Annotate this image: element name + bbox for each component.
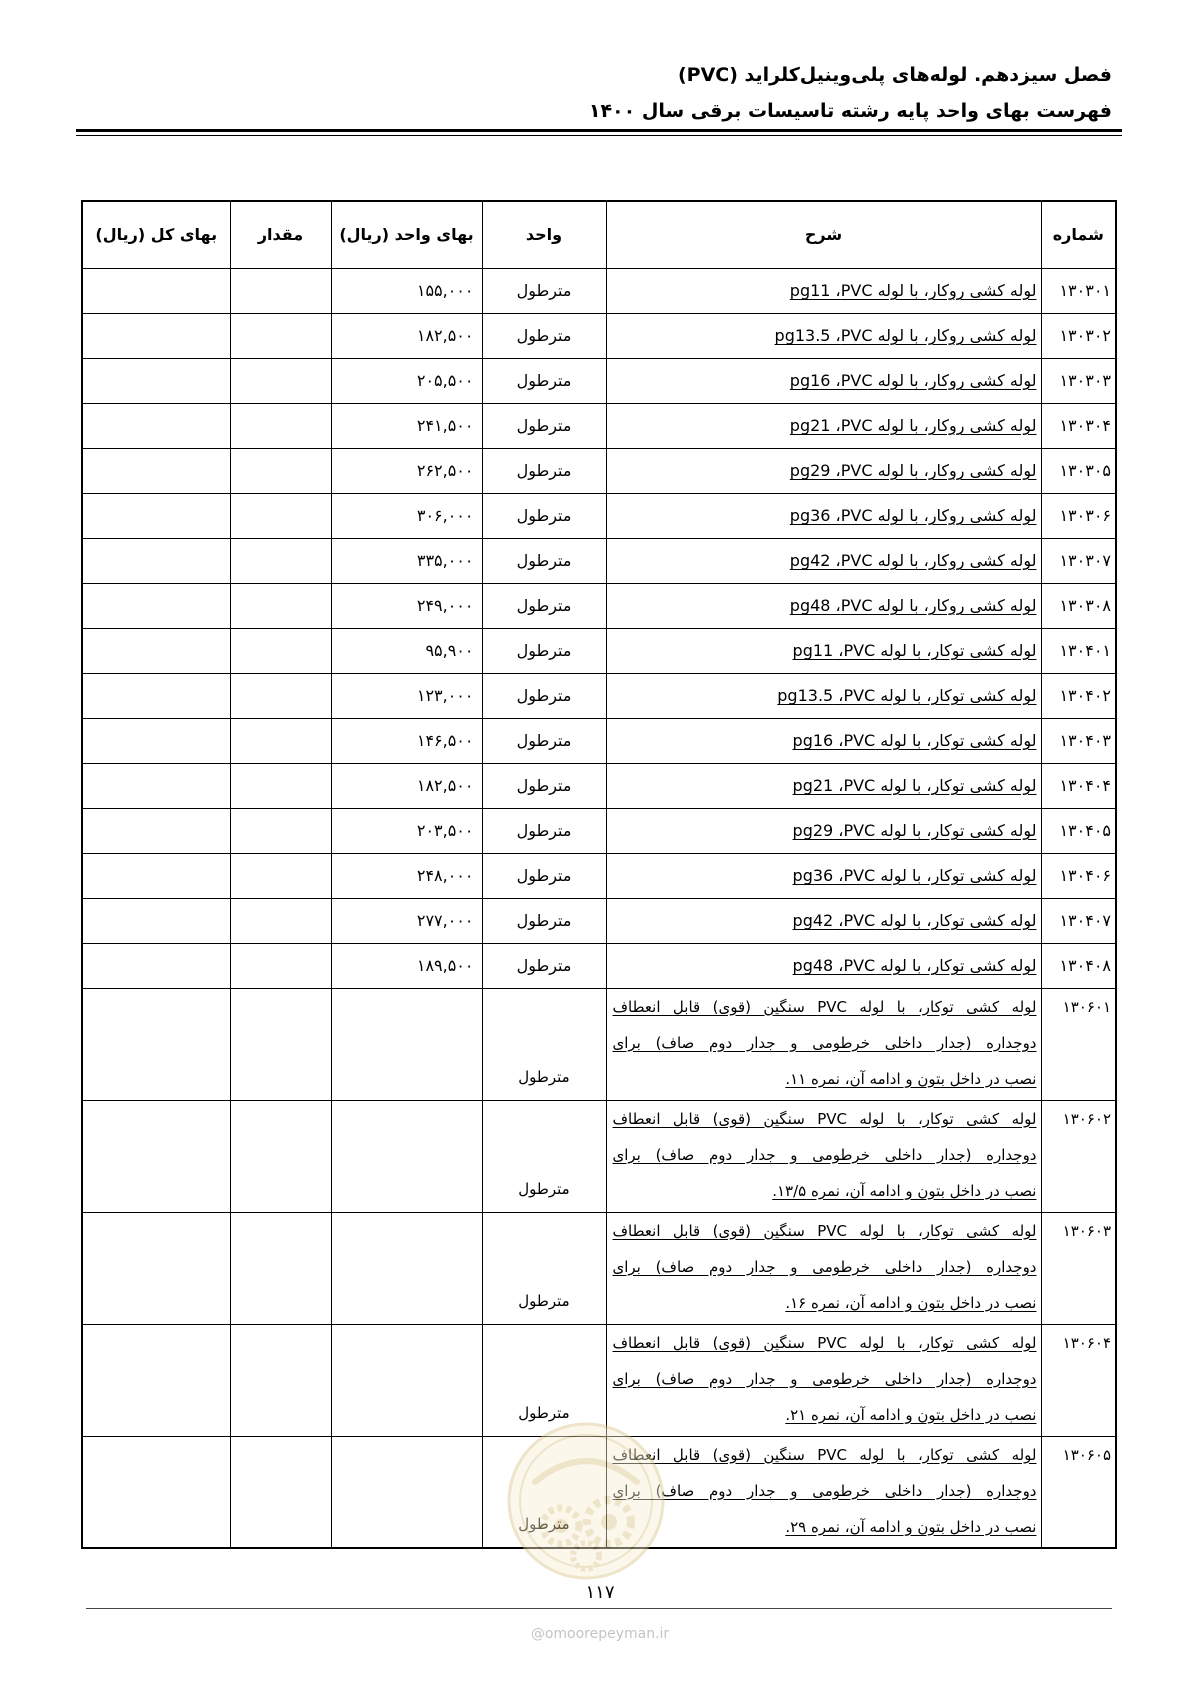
table-row (82, 268, 1116, 313)
item-code-cell (1041, 1436, 1116, 1548)
item-total-price-cell (82, 493, 230, 538)
item-code: ۱۳۰۴۰۸ (1059, 956, 1111, 975)
item-description: لوله کشی توکار، با لوله PVC،‏ pg11 (792, 641, 1037, 660)
item-unit-price-cell (331, 1324, 482, 1436)
item-code: ۱۳۰۴۰۵ (1059, 821, 1111, 840)
item-unit-price: ۱۸۲,۵۰۰ (416, 326, 474, 345)
item-description: لوله کشی توکار، با لوله PVC،‏ pg42 (792, 911, 1037, 930)
item-code: ۱۳۰۶۰۱ (1062, 997, 1111, 1016)
item-quantity-cell (230, 493, 331, 538)
item-unit-price-cell (331, 403, 482, 448)
price-list-title: فهرست بهای واحد پایه رشته تاسیسات برقی سال ۱۴۰۰ (588, 100, 1112, 122)
item-unit-price-cell (331, 1100, 482, 1212)
item-unit-cell (482, 853, 606, 898)
item-quantity-cell (230, 628, 331, 673)
item-unit: مترطول (516, 641, 572, 660)
item-unit-price-cell (331, 718, 482, 763)
item-quantity-cell (230, 763, 331, 808)
item-code-cell (1041, 628, 1116, 673)
footer-divider (86, 1608, 1112, 1609)
item-unit-price: ۲۶۲,۵۰۰ (416, 461, 474, 480)
item-code: ۱۳۰۴۰۲ (1059, 686, 1111, 705)
item-code: ۱۳۰۳۰۷ (1059, 551, 1111, 570)
item-description-line: لوله کشی توکار، با لوله PVC سنگین (قوی) قابل انعطاف (612, 1109, 1037, 1128)
item-code: ۱۳۰۶۰۳ (1062, 1221, 1111, 1240)
item-unit-cell (482, 898, 606, 943)
item-total-price-cell (82, 808, 230, 853)
item-total-price-cell (82, 628, 230, 673)
item-unit-price-cell (331, 673, 482, 718)
item-unit: مترطول (518, 1179, 570, 1198)
item-unit-price-cell (331, 448, 482, 493)
item-total-price-cell (82, 943, 230, 988)
item-unit-price: ۱۸۲,۵۰۰ (416, 776, 474, 795)
item-quantity-cell (230, 313, 331, 358)
item-unit: مترطول (516, 281, 572, 300)
item-unit-price: ۳۰۶,۰۰۰ (416, 506, 474, 525)
item-code: ۱۳۰۳۰۲ (1059, 326, 1111, 345)
item-code-cell (1041, 403, 1116, 448)
price-table (81, 200, 1117, 1549)
item-code: ۱۳۰۴۰۷ (1059, 911, 1111, 930)
table-row (82, 808, 1116, 853)
table-row (82, 358, 1116, 403)
item-code: ۱۳۰۳۰۶ (1059, 506, 1111, 525)
item-unit: مترطول (516, 776, 572, 795)
item-code: ۱۳۰۴۰۶ (1059, 866, 1111, 885)
item-description-cell (606, 313, 1041, 358)
item-code-cell (1041, 493, 1116, 538)
item-unit: مترطول (516, 461, 572, 480)
item-description-line: دوجداره (جدار داخلی خرطومی و جدار دوم صاف) برای (612, 1369, 1037, 1388)
item-description: لوله کشی توکار، با لوله PVC،‏ pg48 (792, 956, 1037, 975)
item-unit-price: ۱۸۹,۵۰۰ (416, 956, 474, 975)
item-quantity-cell (230, 403, 331, 448)
item-description-line: دوجداره (جدار داخلی خرطومی و جدار دوم صاف) برای (612, 1257, 1037, 1276)
item-unit-cell (482, 808, 606, 853)
item-quantity-cell (230, 898, 331, 943)
item-description-line: نصب در داخل بتون و ادامه آن، نمره ۱۳/۵. (772, 1181, 1037, 1200)
item-description-cell (606, 403, 1041, 448)
item-unit: مترطول (516, 596, 572, 615)
item-description: لوله کشی روکار، با لوله PVC،‏ pg29 (789, 461, 1037, 480)
item-description: لوله کشی روکار، با لوله PVC،‏ pg16 (789, 371, 1037, 390)
item-unit-cell (482, 943, 606, 988)
item-quantity-cell (230, 583, 331, 628)
item-unit-cell (482, 538, 606, 583)
item-total-price-cell (82, 988, 230, 1100)
item-quantity-cell (230, 1436, 331, 1548)
item-total-price-cell (82, 1436, 230, 1548)
item-unit-cell (482, 1212, 606, 1324)
table-row (82, 538, 1116, 583)
item-code-cell (1041, 1212, 1116, 1324)
item-unit: مترطول (518, 1291, 570, 1310)
item-unit: مترطول (516, 866, 572, 885)
item-unit: مترطول (516, 821, 572, 840)
item-description-cell (606, 853, 1041, 898)
item-unit-price: ۲۷۷,۰۰۰ (416, 911, 474, 930)
column-header-unit: واحد (482, 201, 606, 268)
item-code: ۱۳۰۶۰۲ (1062, 1109, 1111, 1128)
table-row (82, 493, 1116, 538)
item-unit: مترطول (518, 1403, 570, 1422)
item-code: ۱۳۰۳۰۱ (1059, 281, 1111, 300)
item-unit-cell (482, 1324, 606, 1436)
table-row (82, 628, 1116, 673)
page-number: ۱۱۷ (585, 1582, 615, 1603)
item-quantity-cell (230, 988, 331, 1100)
item-unit: مترطول (516, 956, 572, 975)
item-description: لوله کشی توکار، با لوله PVC،‏ pg29 (792, 821, 1037, 840)
item-description-cell (606, 898, 1041, 943)
table-row (82, 763, 1116, 808)
item-total-price-cell (82, 898, 230, 943)
item-description-cell (606, 1100, 1041, 1212)
item-code-cell (1041, 268, 1116, 313)
item-quantity-cell (230, 538, 331, 583)
item-quantity-cell (230, 358, 331, 403)
item-unit-price-cell (331, 943, 482, 988)
header-divider-thick (76, 129, 1122, 132)
table-row (82, 448, 1116, 493)
item-unit-price-cell (331, 763, 482, 808)
item-unit-price: ۹۵,۹۰۰ (425, 641, 474, 660)
item-unit-cell (482, 988, 606, 1100)
item-description-cell (606, 1324, 1041, 1436)
item-unit-price-cell (331, 1212, 482, 1324)
table-row (82, 898, 1116, 943)
item-unit-cell (482, 718, 606, 763)
item-description-line: لوله کشی توکار، با لوله PVC سنگین (قوی) قابل انعطاف (612, 1333, 1037, 1352)
item-quantity-cell (230, 943, 331, 988)
header-divider-thin (76, 135, 1122, 136)
item-description-cell (606, 763, 1041, 808)
item-unit-cell (482, 268, 606, 313)
item-unit-cell (482, 628, 606, 673)
item-unit: مترطول (516, 371, 572, 390)
item-description-cell (606, 493, 1041, 538)
item-unit-price-cell (331, 1436, 482, 1548)
table-row (82, 718, 1116, 763)
item-code-cell (1041, 1324, 1116, 1436)
item-code: ۱۳۰۳۰۳ (1059, 371, 1111, 390)
item-description-line: دوجداره (جدار داخلی خرطومی و جدار دوم صاف) برای (612, 1033, 1037, 1052)
item-unit-cell (482, 448, 606, 493)
table-row (82, 313, 1116, 358)
item-description: لوله کشی توکار، با لوله PVC،‏ pg36 (792, 866, 1037, 885)
watermark-text: @omoorepeyman.ir (530, 1626, 670, 1642)
item-quantity-cell (230, 1324, 331, 1436)
item-description-line: نصب در داخل بتون و ادامه آن، نمره ۱۶. (785, 1293, 1037, 1312)
item-unit: مترطول (516, 686, 572, 705)
item-description-cell (606, 538, 1041, 583)
item-description-line: لوله کشی توکار، با لوله PVC سنگین (قوی) قابل انعطاف (612, 1445, 1037, 1464)
item-total-price-cell (82, 358, 230, 403)
item-code-cell (1041, 448, 1116, 493)
item-description: لوله کشی روکار، با لوله PVC،‏ pg42 (789, 551, 1037, 570)
table-row (82, 1436, 1116, 1548)
item-unit-price: ۲۰۳,۵۰۰ (416, 821, 474, 840)
item-code: ۱۳۰۶۰۵ (1062, 1445, 1111, 1464)
column-header-unit-price: بهای واحد (ریال) (331, 201, 482, 268)
item-unit-price-cell (331, 268, 482, 313)
item-description: لوله کشی توکار، با لوله PVC،‏ pg16 (792, 731, 1037, 750)
item-total-price-cell (82, 538, 230, 583)
item-description: لوله کشی روکار، با لوله PVC،‏ pg21 (789, 416, 1037, 435)
column-header-total-price: بهای کل (ریال) (82, 201, 230, 268)
table-row (82, 673, 1116, 718)
item-description: لوله کشی روکار، با لوله PVC،‏ pg48 (789, 596, 1037, 615)
item-unit: مترطول (516, 506, 572, 525)
item-unit-cell (482, 1436, 606, 1548)
item-code-cell (1041, 1100, 1116, 1212)
item-quantity-cell (230, 718, 331, 763)
table-row (82, 583, 1116, 628)
item-unit-price: ۳۳۵,۰۰۰ (416, 551, 474, 570)
item-description: لوله کشی روکار، با لوله PVC،‏ pg13.5 (774, 326, 1037, 345)
item-description-cell (606, 583, 1041, 628)
item-unit-price-cell (331, 538, 482, 583)
item-code-cell (1041, 673, 1116, 718)
item-unit-price: ۱۲۳,۰۰۰ (416, 686, 474, 705)
item-code-cell (1041, 988, 1116, 1100)
item-description-cell (606, 268, 1041, 313)
item-total-price-cell (82, 1324, 230, 1436)
item-description-line: نصب در داخل بتون و ادامه آن، نمره ۱۱. (785, 1069, 1037, 1088)
item-code-cell (1041, 583, 1116, 628)
item-unit-price: ۱۵۵,۰۰۰ (416, 281, 474, 300)
table-row (82, 1324, 1116, 1436)
item-code: ۱۳۰۴۰۱ (1059, 641, 1111, 660)
item-description-cell (606, 673, 1041, 718)
item-quantity-cell (230, 268, 331, 313)
item-unit-price-cell (331, 493, 482, 538)
column-header-quantity: مقدار (230, 201, 331, 268)
item-quantity-cell (230, 1100, 331, 1212)
item-code-cell (1041, 808, 1116, 853)
item-unit: مترطول (516, 551, 572, 570)
item-quantity-cell (230, 1212, 331, 1324)
item-unit-cell (482, 583, 606, 628)
item-code-cell (1041, 538, 1116, 583)
item-description-line: نصب در داخل بتون و ادامه آن، نمره ۲۱. (785, 1405, 1037, 1424)
item-unit-cell (482, 358, 606, 403)
table-row (82, 1100, 1116, 1212)
item-code-cell (1041, 763, 1116, 808)
item-code-cell (1041, 358, 1116, 403)
item-total-price-cell (82, 403, 230, 448)
item-description-cell (606, 943, 1041, 988)
item-total-price-cell (82, 673, 230, 718)
item-code: ۱۳۰۳۰۵ (1059, 461, 1111, 480)
item-unit-price-cell (331, 583, 482, 628)
item-total-price-cell (82, 1212, 230, 1324)
item-unit-price-cell (331, 628, 482, 673)
item-description: لوله کشی روکار، با لوله PVC،‏ pg36 (789, 506, 1037, 525)
chapter-title: فصل سیزدهم. لوله‌های پلی‌وینیل‌کلراید (PVC) (677, 64, 1112, 86)
item-unit-price-cell (331, 853, 482, 898)
item-unit-price-cell (331, 358, 482, 403)
item-total-price-cell (82, 763, 230, 808)
item-code-cell (1041, 943, 1116, 988)
table-row (82, 988, 1116, 1100)
item-description-cell (606, 1212, 1041, 1324)
item-unit-cell (482, 763, 606, 808)
item-code: ۱۳۰۳۰۸ (1059, 596, 1111, 615)
item-code: ۱۳۰۶۰۴ (1062, 1333, 1111, 1352)
item-code: ۱۳۰۳۰۴ (1059, 416, 1111, 435)
item-unit-price: ۲۴۱,۵۰۰ (416, 416, 474, 435)
item-unit: مترطول (516, 911, 572, 930)
item-unit-price-cell (331, 988, 482, 1100)
item-unit-cell (482, 403, 606, 448)
item-description: لوله کشی توکار، با لوله PVC،‏ pg13.5 (777, 686, 1037, 705)
table-body (82, 268, 1116, 1548)
item-total-price-cell (82, 1100, 230, 1212)
item-unit-price-cell (331, 313, 482, 358)
item-unit-price: ۲۴۹,۰۰۰ (416, 596, 474, 615)
item-total-price-cell (82, 718, 230, 763)
item-unit-price: ۲۰۵,۵۰۰ (416, 371, 474, 390)
item-description-line: لوله کشی توکار، با لوله PVC سنگین (قوی) قابل انعطاف (612, 1221, 1037, 1240)
item-unit: مترطول (516, 416, 572, 435)
item-code: ۱۳۰۴۰۳ (1059, 731, 1111, 750)
item-quantity-cell (230, 673, 331, 718)
item-description-line: دوجداره (جدار داخلی خرطومی و جدار دوم صاف) برای (612, 1481, 1037, 1500)
item-description-cell (606, 358, 1041, 403)
item-description-line: نصب در داخل بتون و ادامه آن، نمره ۲۹. (785, 1517, 1037, 1536)
item-unit-price-cell (331, 808, 482, 853)
item-unit: مترطول (518, 1067, 570, 1086)
item-quantity-cell (230, 853, 331, 898)
item-total-price-cell (82, 268, 230, 313)
item-unit: مترطول (518, 1515, 570, 1533)
item-unit-cell (482, 1100, 606, 1212)
item-unit: مترطول (516, 326, 572, 345)
item-unit: مترطول (516, 731, 572, 750)
table-row (82, 853, 1116, 898)
item-unit-price: ۱۴۶,۵۰۰ (416, 731, 474, 750)
item-description: لوله کشی روکار، با لوله PVC،‏ pg11 (789, 281, 1037, 300)
item-unit-price: ۲۴۸,۰۰۰ (416, 866, 474, 885)
table-row (82, 1212, 1116, 1324)
item-code: ۱۳۰۴۰۴ (1059, 776, 1111, 795)
item-unit-cell (482, 673, 606, 718)
item-description-line: لوله کشی توکار، با لوله PVC سنگین (قوی) قابل انعطاف (612, 997, 1037, 1016)
table-header-row (82, 201, 1116, 268)
item-total-price-cell (82, 583, 230, 628)
item-code-cell (1041, 853, 1116, 898)
item-total-price-cell (82, 853, 230, 898)
item-code-cell (1041, 718, 1116, 763)
table-row (82, 403, 1116, 448)
item-unit-cell (482, 493, 606, 538)
item-description-cell (606, 808, 1041, 853)
item-code-cell (1041, 898, 1116, 943)
item-code-cell (1041, 313, 1116, 358)
item-description-cell (606, 1436, 1041, 1548)
item-unit-cell (482, 313, 606, 358)
item-description-cell (606, 448, 1041, 493)
item-description-line: دوجداره (جدار داخلی خرطومی و جدار دوم صاف) برای (612, 1145, 1037, 1164)
table-row (82, 943, 1116, 988)
item-description-cell (606, 628, 1041, 673)
column-header-code: شماره (1041, 201, 1116, 268)
item-description-cell (606, 988, 1041, 1100)
item-description-cell (606, 718, 1041, 763)
item-description: لوله کشی توکار، با لوله PVC،‏ pg21 (792, 776, 1037, 795)
item-unit-price-cell (331, 898, 482, 943)
item-total-price-cell (82, 313, 230, 358)
item-total-price-cell (82, 448, 230, 493)
item-quantity-cell (230, 808, 331, 853)
column-header-description: شرح (606, 201, 1041, 268)
item-quantity-cell (230, 448, 331, 493)
